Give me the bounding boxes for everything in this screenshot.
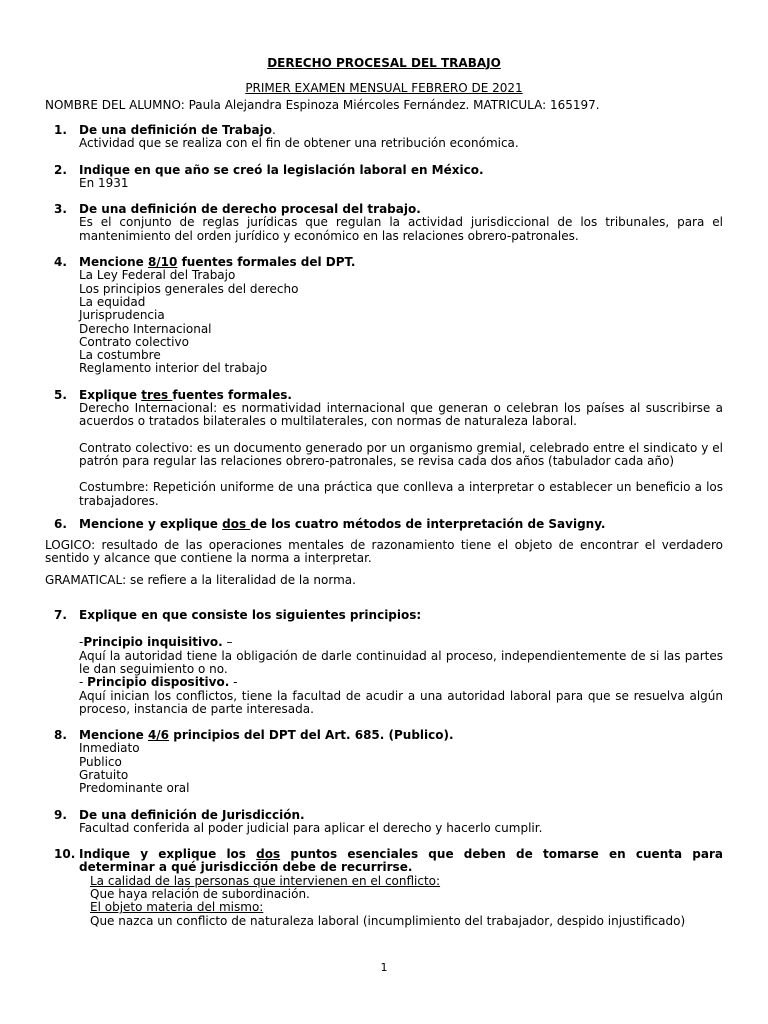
answer-text: Que nazca un conflicto de naturaleza laboral (incumplimiento del trabajador, despido injustificado): [90, 913, 686, 928]
page-number: 1: [380, 961, 388, 974]
question-text: Mencione y explique dos de los cuatro métodos de interpretación de Savigny.: [79, 516, 606, 531]
question-9: [45, 809, 723, 836]
answer-paragraph: Costumbre: Repetición uniforme de una práctica que conlleva a interpretar o establecer un beneficio a los trabajadores.: [79, 480, 723, 508]
question-text: Explique tres fuentes formales.: [79, 387, 292, 402]
question-text: Indique en que año se creó la legislación laboral en México.: [79, 162, 484, 177]
answer-text: Que haya relación de subordinación.: [90, 887, 310, 902]
question-4: [45, 256, 723, 376]
list-item: Contrato colectivo: [79, 334, 189, 349]
answer-paragraph: Aquí inician los conflictos, tiene la facultad de acudir a una autoridad laboral para que se resuelva algún proceso, instancia de parte interesada.: [79, 688, 723, 716]
list-item: La Ley Federal del Trabajo: [79, 268, 236, 283]
question-10: [45, 848, 723, 928]
answer-text: Es el conjunto de reglas jurídicas que regulan la actividad jurisdiccional de los tribunales, para el mantenimiento del orden jurídico y económico en las relaciones obrero-patronales.: [79, 215, 723, 243]
list-item: Predominante oral: [79, 781, 190, 796]
point-label: La calidad de las personas que intervienen en el conflicto:: [90, 873, 441, 888]
question-number: 5.: [54, 387, 67, 402]
question-text: De una definición de Jurisdicción.: [79, 807, 305, 822]
question-number: 1.: [54, 123, 67, 137]
question-1: [45, 124, 723, 151]
point-label: El objeto materia del mismo:: [90, 900, 264, 915]
question-5: [45, 389, 723, 508]
answer-text: En 1931: [79, 175, 129, 190]
answer-paragraph: GRAMATICAL: se refiere a la literalidad de la norma.: [45, 572, 356, 587]
principle-heading: - Principio dispositivo. -: [79, 675, 238, 690]
question-number: 7.: [54, 608, 67, 623]
list-item: La costumbre: [79, 348, 161, 363]
question-3: [45, 203, 723, 243]
question-text: Indique y explique los dos puntos esenciales que deben de tomarse en cuenta para determinar a qué jurisdicción debe de recurrirse.: [79, 847, 723, 875]
question-text: Mencione 8/10 fuentes formales del DPT.: [79, 255, 356, 270]
answer-paragraph: Aquí la autoridad tiene la obligación de darle continuidad al proceso, independientemente de si las partes le dan seguimiento o no.: [79, 648, 723, 676]
question-8: [45, 729, 723, 795]
answer-paragraph: LOGICO: resultado de las operaciones mentales de razonamiento tiene el objeto de encontrar el verdadero sentido y alcance que contiene la norma a interpretar.: [45, 538, 723, 566]
answer-paragraph: Derecho Internacional: es normatividad internacional que generan o celebran los países al suscribirse a acuerdos o tratados bilaterales o multilaterales, con normas de naturaleza laboral.: [79, 401, 723, 429]
list-item: La equidad: [79, 294, 146, 309]
question-text: De una definición de derecho procesal del trabajo.: [79, 202, 421, 217]
list-item: Jurisprudencia: [79, 308, 165, 323]
question-number: 2.: [54, 162, 67, 177]
answer-text: Facultad conferida al poder judicial para aplicar el derecho y hacerlo cumplir.: [79, 820, 543, 835]
answer-list: [79, 742, 723, 795]
document-title: DERECHO PROCESAL DEL TRABAJO: [267, 56, 501, 70]
question-6: [45, 518, 723, 587]
question-text: De una definición de Trabajo.: [79, 123, 276, 137]
answer-paragraph: Contrato colectivo: es un documento generado por un organismo gremial, celebrado entre el sindicato y el patrón para regular las relaciones obrero-patronales, se revisa cada dos años (tabulador cada año): [79, 440, 723, 468]
question-number: 8.: [54, 728, 67, 743]
list-item: Derecho Internacional: [79, 321, 212, 336]
question-7: [45, 609, 723, 716]
question-2: [45, 164, 723, 191]
principle-heading: -Principio inquisitivo. –: [79, 635, 233, 650]
question-number: 3.: [54, 202, 67, 217]
list-item: Inmediato: [79, 741, 140, 756]
list-item: Reglamento interior del trabajo: [79, 361, 268, 376]
list-item: Publico: [79, 754, 122, 769]
question-text: Explique en que consiste los siguientes principios:: [79, 608, 422, 623]
question-number: 6.: [54, 516, 67, 531]
question-number: 10.: [54, 847, 76, 862]
question-number: 4.: [54, 255, 67, 270]
question-number: 9.: [54, 807, 67, 822]
exam-content: [45, 124, 723, 928]
answer-text: Actividad que se realiza con el fin de obtener una retribución económica.: [79, 136, 519, 151]
student-info: NOMBRE DEL ALUMNO: Paula Alejandra Espinoza Miércoles Fernández. MATRICULA: 165197.: [45, 98, 600, 112]
document-subtitle: PRIMER EXAMEN MENSUAL FEBRERO DE 2021: [245, 81, 523, 95]
answer-block: [79, 875, 723, 928]
answer-list: [79, 269, 723, 375]
question-text: Mencione 4/6 principios del DPT del Art. 685. (Publico).: [79, 728, 454, 743]
list-item: Los principios generales del derecho: [79, 281, 299, 296]
list-item: Gratuito: [79, 767, 129, 782]
